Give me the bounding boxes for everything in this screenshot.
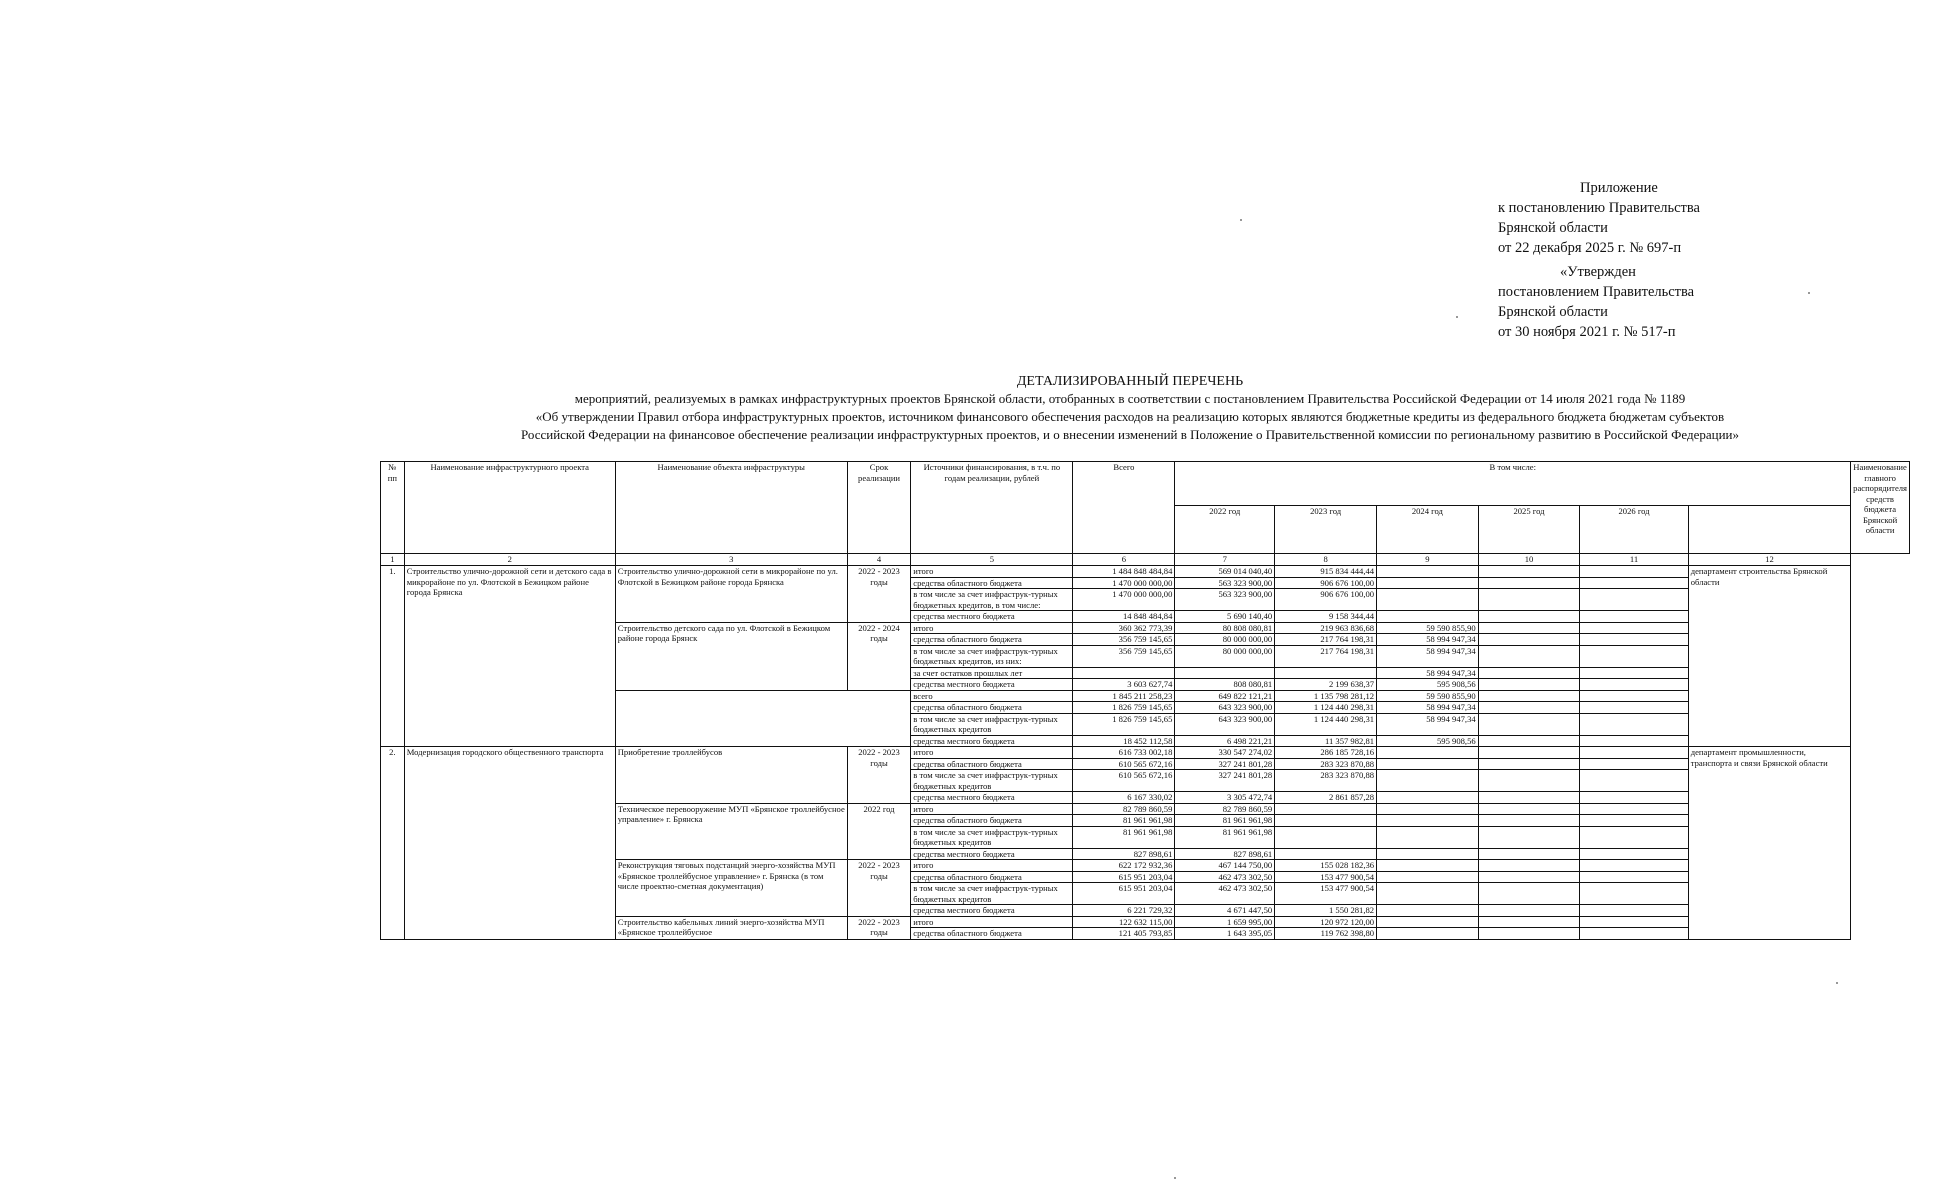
appendix-line: Брянской области xyxy=(1498,220,1608,236)
y2024-cell xyxy=(1377,848,1479,860)
total-cell: 616 733 002,18 xyxy=(1073,747,1175,759)
total-cell: 615 951 203,04 xyxy=(1073,871,1175,883)
col-number: 8 xyxy=(1275,554,1377,566)
y2023-cell xyxy=(1275,815,1377,827)
y2022-cell: 81 961 961,98 xyxy=(1175,815,1275,827)
header-total: Всего xyxy=(1073,462,1175,554)
table-row xyxy=(381,566,1910,578)
total-cell: 6 221 729,32 xyxy=(1073,905,1175,917)
table-row xyxy=(381,747,1910,759)
source-cell: средства областного бюджета xyxy=(911,702,1073,714)
object-name: Техническое перевооружение МУП «Брянское троллейбусное управление» г. Брянска xyxy=(615,803,847,860)
y2024-cell: 58 994 947,34 xyxy=(1377,713,1479,735)
source-cell: средства областного бюджета xyxy=(911,928,1073,940)
source-cell: средства местного бюджета xyxy=(911,792,1073,804)
header-year: 2025 год xyxy=(1478,506,1580,554)
y2024-cell xyxy=(1377,589,1479,611)
y2023-cell: 906 676 100,00 xyxy=(1275,577,1377,589)
object-term: 2022 - 2023 годы xyxy=(847,860,911,917)
total-cell: 827 898,61 xyxy=(1073,848,1175,860)
y2022-cell: 6 498 221,21 xyxy=(1175,735,1275,747)
source-cell: средства местного бюджета xyxy=(911,848,1073,860)
object-name: Строительство улично-дорожной сети в микрорайоне по ул. Флотской в Бежицком районе города Брянска xyxy=(615,566,847,623)
y2024-cell xyxy=(1377,860,1479,872)
total-cell: 81 961 961,98 xyxy=(1073,815,1175,827)
appendix-line: от 30 ноября 2021 г. № 517-п xyxy=(1498,324,1676,340)
header-year: 2026 год xyxy=(1580,506,1688,554)
header-manager: Наименование главного распорядителя средств бюджета Брянской области xyxy=(1851,462,1910,554)
source-cell: итого xyxy=(911,860,1073,872)
y2022-cell: 462 473 302,50 xyxy=(1175,883,1275,905)
y2024-cell: 59 590 855,90 xyxy=(1377,690,1479,702)
source-cell: в том числе за счет инфраструк-турных бюджетных кредитов, в том числе: xyxy=(911,589,1073,611)
y2024-cell: 58 994 947,34 xyxy=(1377,645,1479,667)
y2024-cell xyxy=(1377,792,1479,804)
source-cell: средства областного бюджета xyxy=(911,758,1073,770)
header-year: 2024 год xyxy=(1377,506,1479,554)
col-number: 6 xyxy=(1073,554,1175,566)
scan-speck xyxy=(1456,316,1458,318)
appendix-line: Приложение xyxy=(1580,180,1658,196)
object-term: 2022 - 2023 годы xyxy=(847,916,911,939)
project-number: 2. xyxy=(381,747,405,940)
table-viewport xyxy=(375,461,1910,1107)
y2023-cell: 286 185 728,16 xyxy=(1275,747,1377,759)
y2023-cell: 9 158 344,44 xyxy=(1275,611,1377,623)
y2024-cell xyxy=(1377,611,1479,623)
y2023-cell: 1 135 798 281,12 xyxy=(1275,690,1377,702)
source-cell: всего xyxy=(911,690,1073,702)
source-cell: в том числе за счет инфраструк-турных бюджетных кредитов xyxy=(911,770,1073,792)
y2022-cell: 1 659 995,00 xyxy=(1175,916,1275,928)
total-cell: 121 405 793,85 xyxy=(1073,928,1175,940)
manager-name: департамент промышленности, транспорта и связи Брянской области xyxy=(1688,747,1850,940)
source-cell: средства областного бюджета xyxy=(911,871,1073,883)
col-number: 4 xyxy=(847,554,911,566)
y2023-cell: 915 834 444,44 xyxy=(1275,566,1377,578)
appendix-block xyxy=(1498,178,1898,342)
source-cell: средства областного бюджета xyxy=(911,815,1073,827)
y2022-cell: 569 014 040,40 xyxy=(1175,566,1275,578)
y2023-cell: 217 764 198,31 xyxy=(1275,634,1377,646)
scan-speck xyxy=(1836,982,1838,984)
source-cell: в том числе за счет инфраструк-турных бюджетных кредитов xyxy=(911,713,1073,735)
total-cell: 356 759 145,65 xyxy=(1073,634,1175,646)
y2022-cell: 467 144 750,00 xyxy=(1175,860,1275,872)
total-cell: 622 172 932,36 xyxy=(1073,860,1175,872)
source-cell: в том числе за счет инфраструк-турных бюджетных кредитов, из них: xyxy=(911,645,1073,667)
document-heading: ДЕТАЛИЗИРОВАННЫЙ ПЕРЕЧЕНЬ xyxy=(1016,374,1244,389)
source-cell: итого xyxy=(911,566,1073,578)
y2023-cell: 155 028 182,36 xyxy=(1275,860,1377,872)
source-cell: в том числе за счет инфраструк-турных бюджетных кредитов xyxy=(911,883,1073,905)
y2023-cell xyxy=(1275,803,1377,815)
y2022-cell: 80 000 000,00 xyxy=(1175,645,1275,667)
y2024-cell: 58 994 947,34 xyxy=(1377,667,1479,679)
total-cell xyxy=(1073,667,1175,679)
source-cell: средства местного бюджета xyxy=(911,905,1073,917)
y2023-cell: 1 550 281,82 xyxy=(1275,905,1377,917)
total-cell: 360 362 773,39 xyxy=(1073,622,1175,634)
y2022-cell: 327 241 801,28 xyxy=(1175,758,1275,770)
total-cell: 1 470 000 000,00 xyxy=(1073,589,1175,611)
y2022-cell: 563 323 900,00 xyxy=(1175,589,1275,611)
source-cell: средства местного бюджета xyxy=(911,735,1073,747)
y2023-cell: 2 861 857,28 xyxy=(1275,792,1377,804)
total-cell: 610 565 672,16 xyxy=(1073,770,1175,792)
col-number: 5 xyxy=(911,554,1073,566)
header-year: 2022 год xyxy=(1175,506,1275,554)
y2022-cell: 81 961 961,98 xyxy=(1175,826,1275,848)
object-name: Приобретение троллейбусов xyxy=(615,747,847,804)
object-name: Строительство кабельных линий энерго-хозяйства МУП «Брянское троллейбусное xyxy=(615,916,847,939)
appendix-line: Брянской области xyxy=(1498,304,1608,320)
header-year: 2023 год xyxy=(1275,506,1377,554)
total-cell: 14 848 484,84 xyxy=(1073,611,1175,623)
y2022-cell: 5 690 140,40 xyxy=(1175,611,1275,623)
source-cell: средства местного бюджета xyxy=(911,679,1073,691)
y2022-cell: 649 822 121,21 xyxy=(1175,690,1275,702)
col-number: 3 xyxy=(615,554,847,566)
y2023-cell xyxy=(1275,826,1377,848)
y2022-cell: 462 473 302,50 xyxy=(1175,871,1275,883)
total-cell: 1 484 848 484,84 xyxy=(1073,566,1175,578)
y2023-cell: 283 323 870,88 xyxy=(1275,758,1377,770)
total-cell: 82 789 860,59 xyxy=(1073,803,1175,815)
y2023-cell: 1 124 440 298,31 xyxy=(1275,702,1377,714)
appendix-line: «Утвержден xyxy=(1560,264,1636,280)
y2022-cell: 643 323 900,00 xyxy=(1175,713,1275,735)
object-term: 2022 - 2023 годы xyxy=(847,566,911,623)
scan-speck xyxy=(1240,219,1242,221)
y2022-cell: 327 241 801,28 xyxy=(1175,770,1275,792)
total-cell: 610 565 672,16 xyxy=(1073,758,1175,770)
y2022-cell: 330 547 274,02 xyxy=(1175,747,1275,759)
y2023-cell: 11 357 982,81 xyxy=(1275,735,1377,747)
y2023-cell: 119 762 398,80 xyxy=(1275,928,1377,940)
appendix-line: от 22 декабря 2025 г. № 697-п xyxy=(1498,240,1682,256)
y2024-cell xyxy=(1377,826,1479,848)
total-cell: 1 845 211 258,23 xyxy=(1073,690,1175,702)
document-subtitle-line: «Об утверждении Правил отбора инфраструктурных проектов, источником финансового обеспечения расходов на реализацию которых являются бюджетные кредиты из федерального бюджета бюджетам субъектов xyxy=(535,409,1725,424)
y2024-cell: 59 590 855,90 xyxy=(1377,622,1479,634)
y2023-cell: 219 963 836,68 xyxy=(1275,622,1377,634)
y2022-cell: 1 643 395,05 xyxy=(1175,928,1275,940)
project-number: 1. xyxy=(381,566,405,747)
y2024-cell: 58 994 947,34 xyxy=(1377,702,1479,714)
appendix-line: к постановлению Правительства xyxy=(1498,200,1700,216)
object-term: 2022 - 2023 годы xyxy=(847,747,911,804)
source-cell: в том числе за счет инфраструк-турных бюджетных кредитов xyxy=(911,826,1073,848)
y2024-cell xyxy=(1377,916,1479,928)
source-cell: средства областного бюджета xyxy=(911,577,1073,589)
project-total-blank xyxy=(615,690,911,747)
total-cell: 356 759 145,65 xyxy=(1073,645,1175,667)
col-number: 12 xyxy=(1688,554,1850,566)
total-cell: 18 452 112,58 xyxy=(1073,735,1175,747)
header-incl: В том числе: xyxy=(1175,462,1851,506)
total-cell: 3 603 627,74 xyxy=(1073,679,1175,691)
y2022-cell: 80 000 000,00 xyxy=(1175,634,1275,646)
y2024-cell xyxy=(1377,577,1479,589)
header-source: Источники финансирования, в т.ч. по годам реализации, рублей xyxy=(911,462,1073,554)
y2024-cell xyxy=(1377,803,1479,815)
y2022-cell: 808 080,81 xyxy=(1175,679,1275,691)
total-cell: 1 826 759 145,65 xyxy=(1073,713,1175,735)
header-num: № пп xyxy=(381,462,405,554)
object-term: 2022 - 2024 годы xyxy=(847,622,911,690)
total-cell: 6 167 330,02 xyxy=(1073,792,1175,804)
y2024-cell: 595 908,56 xyxy=(1377,679,1479,691)
y2024-cell xyxy=(1377,928,1479,940)
object-name: Строительство детского сада по ул. Флотской в Бежицком районе города Брянск xyxy=(615,622,847,690)
total-cell: 81 961 961,98 xyxy=(1073,826,1175,848)
object-term: 2022 год xyxy=(847,803,911,860)
source-cell: итого xyxy=(911,803,1073,815)
y2023-cell xyxy=(1275,667,1377,679)
total-cell: 615 951 203,04 xyxy=(1073,883,1175,905)
y2024-cell xyxy=(1377,905,1479,917)
header-project: Наименование инфраструктурного проекта xyxy=(404,462,615,554)
source-cell: итого xyxy=(911,916,1073,928)
source-cell: итого xyxy=(911,747,1073,759)
y2024-cell xyxy=(1377,566,1479,578)
col-number: 9 xyxy=(1377,554,1479,566)
y2024-cell xyxy=(1377,758,1479,770)
header-object: Наименование объекта инфраструктуры xyxy=(615,462,847,554)
total-cell: 122 632 115,00 xyxy=(1073,916,1175,928)
col-number: 1 xyxy=(381,554,405,566)
y2023-cell: 217 764 198,31 xyxy=(1275,645,1377,667)
y2023-cell: 283 323 870,88 xyxy=(1275,770,1377,792)
y2022-cell: 4 671 447,50 xyxy=(1175,905,1275,917)
document-subtitle-line: Российской Федерации на финансовое обеспечение реализации инфраструктурных проектов, и о внесении изменений в Положение о Правительственной комиссии по региональному развитию в Российской Федерации» xyxy=(520,427,1740,442)
y2024-cell xyxy=(1377,770,1479,792)
y2022-cell: 563 323 900,00 xyxy=(1175,577,1275,589)
y2024-cell: 58 994 947,34 xyxy=(1377,634,1479,646)
scan-speck xyxy=(1808,292,1810,294)
source-cell: средства местного бюджета xyxy=(911,611,1073,623)
document-subtitle-line: мероприятий, реализуемых в рамках инфраструктурных проектов Брянской области, отобранных в соответствии с постановлением Правительства Российской Федерации от 14 июля 2021 года № 1189 xyxy=(574,391,1686,406)
total-cell: 1 826 759 145,65 xyxy=(1073,702,1175,714)
y2023-cell: 153 477 900,54 xyxy=(1275,871,1377,883)
source-cell: итого xyxy=(911,622,1073,634)
object-name: Реконструкция тяговых подстанций энерго-хозяйства МУП «Брянское троллейбусное управление» г. Брянска (в том числе проектно-сметная документация) xyxy=(615,860,847,917)
y2022-cell: 80 808 080,81 xyxy=(1175,622,1275,634)
y2023-cell: 906 676 100,00 xyxy=(1275,589,1377,611)
y2024-cell xyxy=(1377,815,1479,827)
y2024-cell: 595 908,56 xyxy=(1377,735,1479,747)
col-number: 10 xyxy=(1478,554,1580,566)
financing-table xyxy=(380,461,1910,940)
source-cell: за счет остатков прошлых лет xyxy=(911,667,1073,679)
appendix-line: постановлением Правительства xyxy=(1498,284,1695,300)
y2023-cell: 2 199 638,37 xyxy=(1275,679,1377,691)
project-name: Строительство улично-дорожной сети и детского сада в микрорайоне по ул. Флотской в Бежицком районе города Брянска xyxy=(404,566,615,747)
y2022-cell: 643 323 900,00 xyxy=(1175,702,1275,714)
header-term: Срок реализации xyxy=(847,462,911,554)
y2022-cell xyxy=(1175,667,1275,679)
y2023-cell: 153 477 900,54 xyxy=(1275,883,1377,905)
y2022-cell: 827 898,61 xyxy=(1175,848,1275,860)
y2023-cell: 1 124 440 298,31 xyxy=(1275,713,1377,735)
manager-name: департамент строительства Брянской области xyxy=(1688,566,1850,747)
total-cell: 1 470 000 000,00 xyxy=(1073,577,1175,589)
y2023-cell: 120 972 120,00 xyxy=(1275,916,1377,928)
y2024-cell xyxy=(1377,747,1479,759)
source-cell: средства областного бюджета xyxy=(911,634,1073,646)
y2024-cell xyxy=(1377,883,1479,905)
y2022-cell: 3 305 472,74 xyxy=(1175,792,1275,804)
col-number: 11 xyxy=(1580,554,1688,566)
col-number: 7 xyxy=(1175,554,1275,566)
y2022-cell: 82 789 860,59 xyxy=(1175,803,1275,815)
y2023-cell xyxy=(1275,848,1377,860)
project-name: Модернизация городского общественного транспорта xyxy=(404,747,615,940)
scan-speck xyxy=(1174,1177,1176,1179)
col-number: 2 xyxy=(404,554,615,566)
y2024-cell xyxy=(1377,871,1479,883)
